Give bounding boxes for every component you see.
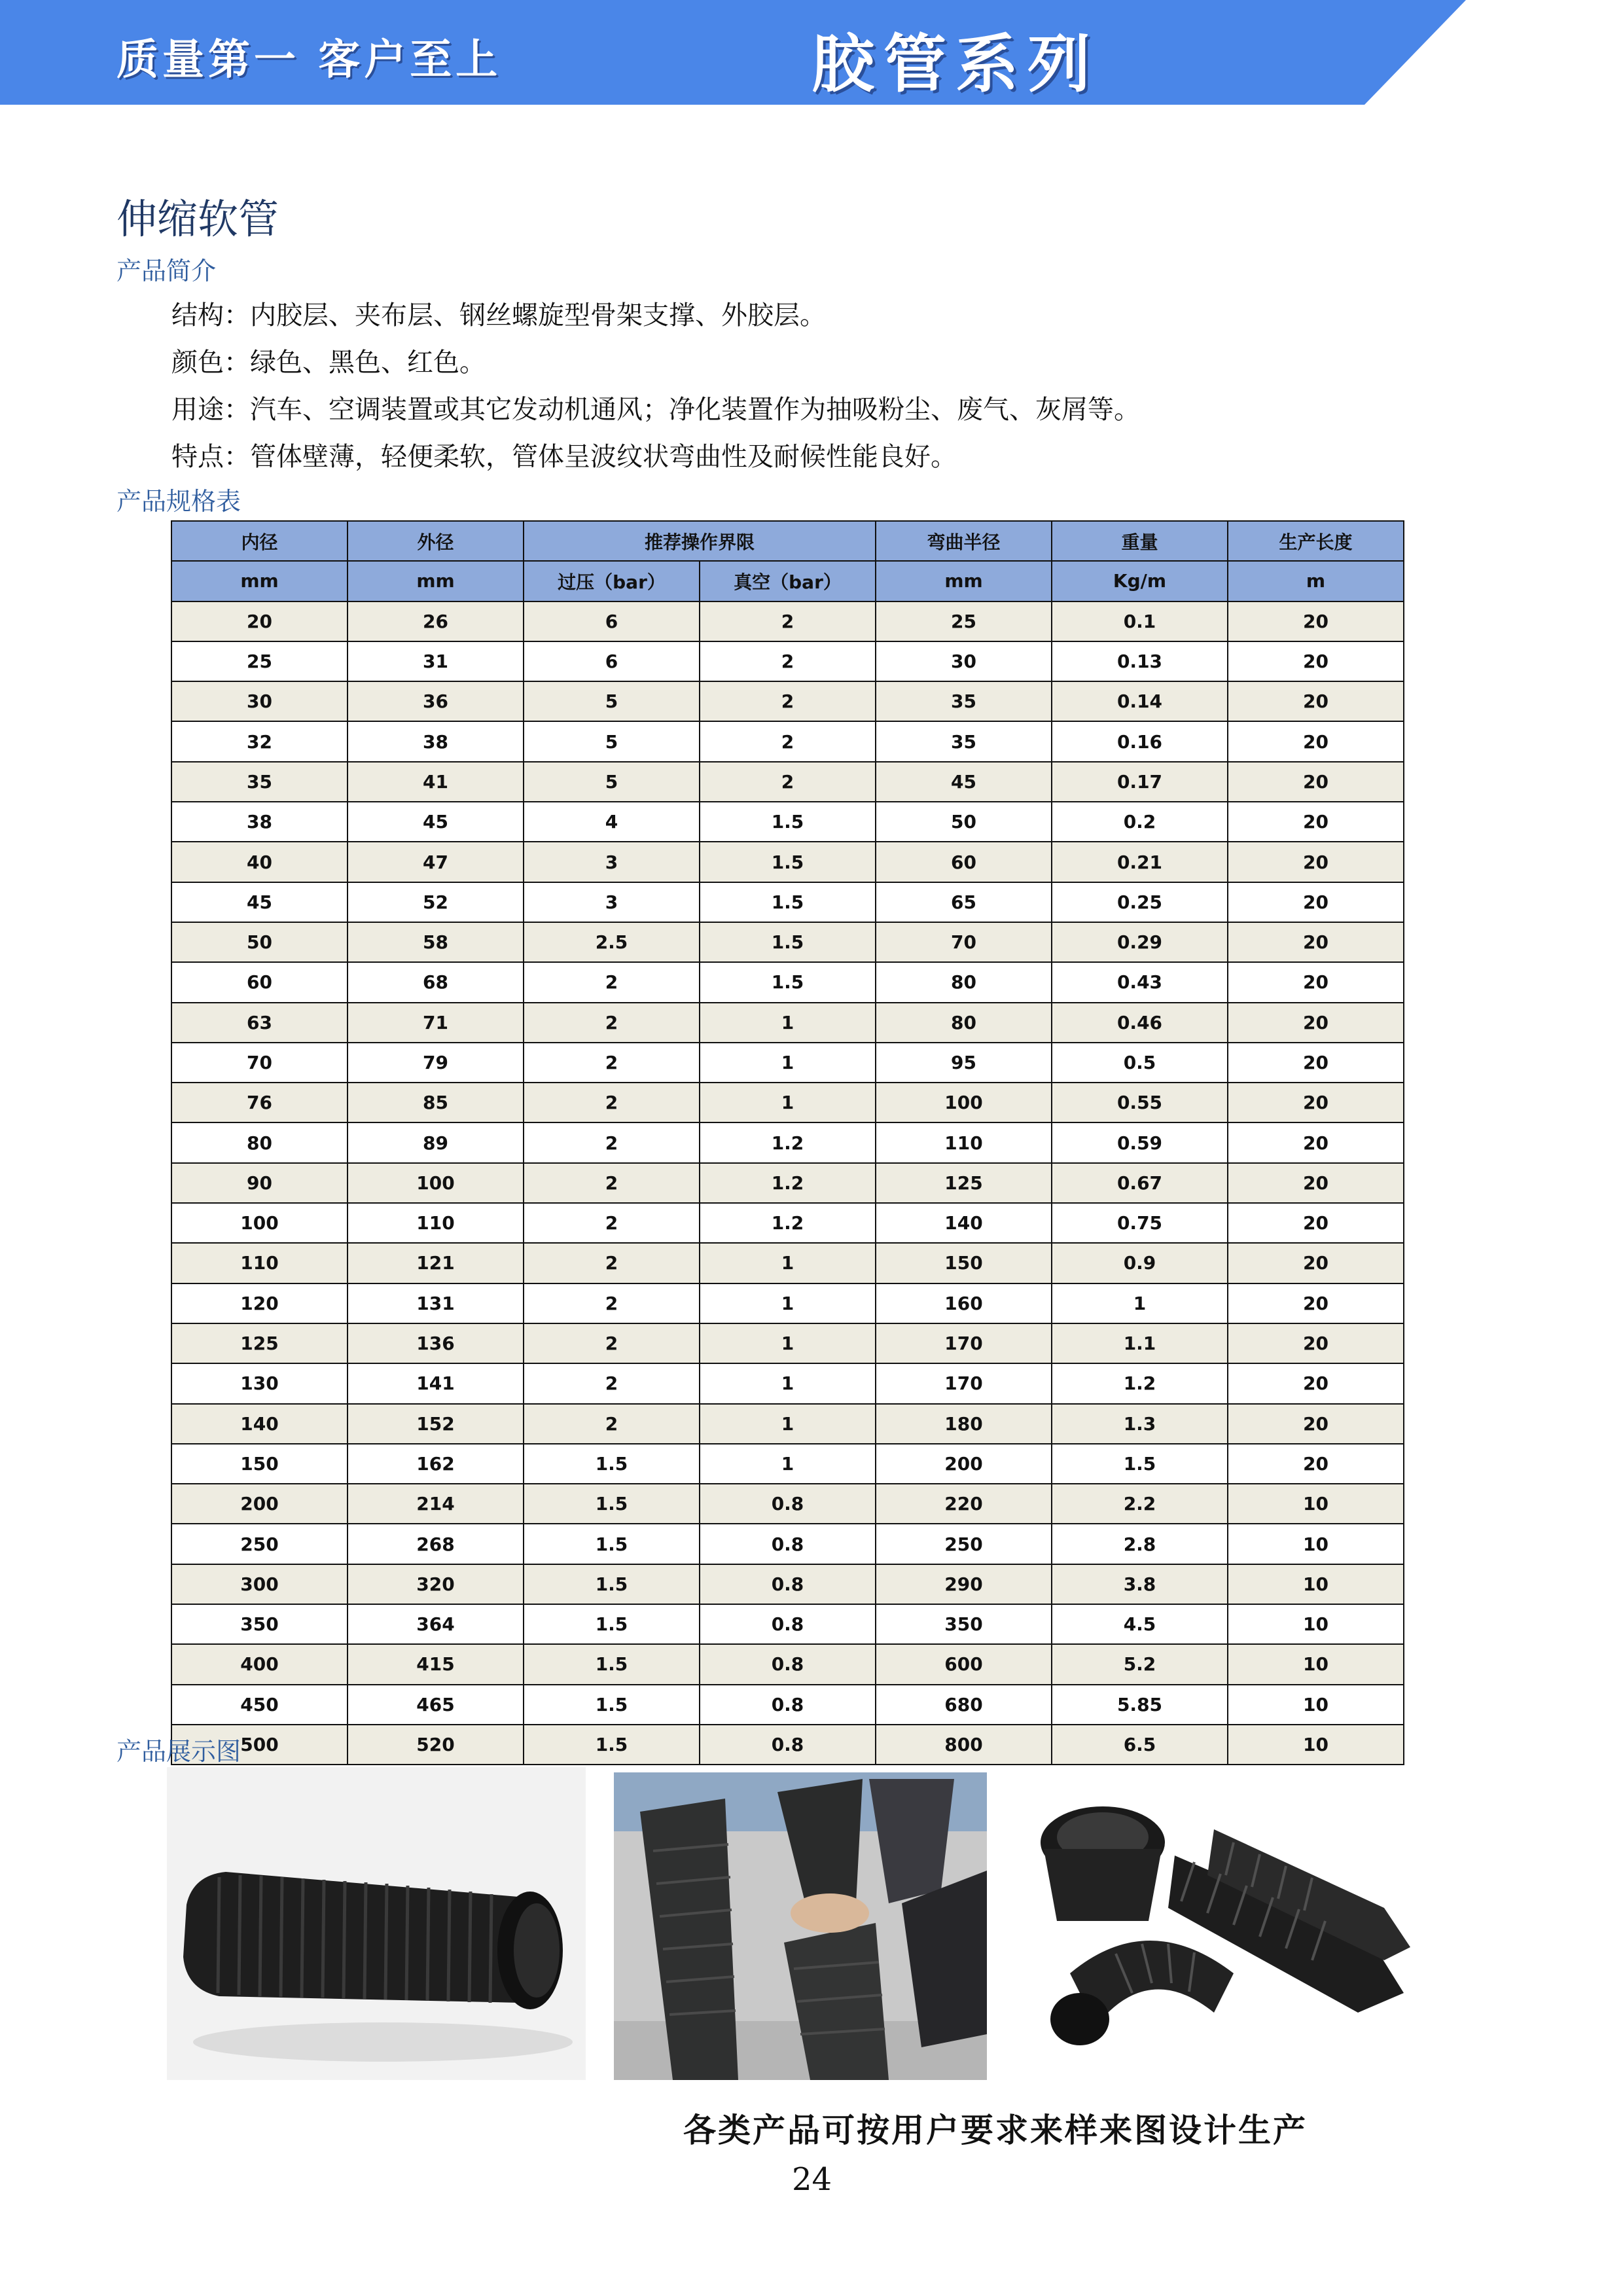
table-cell: 0.8 [700,1524,876,1564]
table-cell: 465 [348,1685,524,1725]
table-cell: 10 [1228,1484,1404,1524]
table-cell: 30 [876,641,1052,681]
table-cell: 100 [348,1163,524,1203]
intro-usage: 用途：汽车、空调装置或其它发动机通风；净化装置作为抽吸粉尘、废气、灰屑等。 [171,395,1140,425]
table-cell: 80 [876,1003,1052,1043]
table-cell: 20 [1228,1003,1404,1043]
table-cell: 152 [348,1404,524,1444]
table-cell: 25 [171,641,348,681]
table-cell: 0.8 [700,1725,876,1765]
table-cell: 63 [171,1003,348,1043]
header-length: 生产长度 [1228,521,1404,561]
table-row [171,1243,1404,1283]
table-cell: 2.2 [1052,1484,1228,1524]
intro-label: 产品简介 [116,257,217,285]
table-cell: 20 [1228,842,1404,882]
table-row [171,1283,1404,1323]
table-cell: 6 [524,601,700,641]
table-cell: 2 [524,1404,700,1444]
table-cell: 1.5 [1052,1444,1228,1484]
bellows-hose-assortment-photo [1018,1777,1453,2085]
table-cell: 141 [348,1363,524,1403]
table-cell: 300 [171,1564,348,1604]
table-cell: 415 [348,1644,524,1684]
table-cell: 0.17 [1052,762,1228,802]
table-cell: 36 [348,681,524,721]
table-cell: 60 [876,842,1052,882]
table-cell: 162 [348,1444,524,1484]
table-cell: 0.13 [1052,641,1228,681]
table-cell: 2 [524,1323,700,1363]
table-cell: 250 [171,1524,348,1564]
table-cell: 1.1 [1052,1323,1228,1363]
table-cell: 1.5 [700,802,876,842]
table-row [171,1685,1404,1725]
table-cell: 1.5 [524,1644,700,1684]
table-cell: 400 [171,1644,348,1684]
table-cell: 20 [1228,882,1404,922]
table-cell: 4.5 [1052,1604,1228,1644]
table-cell: 1.5 [524,1604,700,1644]
table-cell: 20 [1228,721,1404,761]
table-cell: 20 [1228,641,1404,681]
table-cell: 1 [700,1444,876,1484]
table-cell: 140 [876,1203,1052,1243]
table-cell: 1.3 [1052,1404,1228,1444]
table-cell: 2 [700,601,876,641]
table-row [171,1363,1404,1403]
table-cell: 5.2 [1052,1644,1228,1684]
table-cell: 20 [1228,962,1404,1002]
table-cell: 20 [1228,1404,1404,1444]
footer-note: 各类产品可按用户要求来样来图设计生产 [683,2111,1308,2149]
table-row [171,922,1404,962]
table-cell: 2 [524,1043,700,1083]
unit-vacuum: 真空（bar） [700,561,876,601]
unit-length: m [1228,561,1404,601]
table-cell: 20 [1228,1243,1404,1283]
table-cell: 0.5 [1052,1043,1228,1083]
table-cell: 290 [876,1564,1052,1604]
table-cell: 20 [1228,1203,1404,1243]
table-cell: 2.8 [1052,1524,1228,1564]
table-cell: 38 [171,802,348,842]
table-cell: 20 [1228,1083,1404,1122]
table-cell: 2.5 [524,922,700,962]
table-cell: 5.85 [1052,1685,1228,1725]
table-cell: 2 [524,1163,700,1203]
table-row [171,1725,1404,1765]
table-row [171,1564,1404,1604]
table-cell: 0.59 [1052,1122,1228,1162]
table-cell: 220 [876,1484,1052,1524]
table-cell: 110 [348,1203,524,1243]
table-cell: 20 [1228,1363,1404,1403]
table-cell: 1 [700,1083,876,1122]
table-cell: 20 [1228,601,1404,641]
table-row [171,882,1404,922]
bellows-hose-usage-illustration [614,1772,987,2080]
intro-structure: 结构：内胶层、夹布层、钢丝螺旋型骨架支撑、外胶层。 [171,300,826,331]
table-cell: 125 [876,1163,1052,1203]
table-cell: 10 [1228,1685,1404,1725]
table-cell: 0.8 [700,1685,876,1725]
table-cell: 2 [700,721,876,761]
table-cell: 110 [171,1243,348,1283]
table-cell: 1 [700,1363,876,1403]
table-cell: 1.5 [700,882,876,922]
table-cell: 76 [171,1083,348,1122]
table-cell: 0.46 [1052,1003,1228,1043]
page-title: 伸缩软管 [116,195,279,243]
table-cell: 45 [348,802,524,842]
table-cell: 1 [700,1404,876,1444]
table-cell: 1.5 [700,842,876,882]
table-cell: 1 [1052,1283,1228,1323]
table-cell: 1.5 [524,1564,700,1604]
table-cell: 85 [348,1083,524,1122]
table-cell: 70 [876,922,1052,962]
unit-weight: Kg/m [1052,561,1228,601]
table-cell: 1.5 [524,1725,700,1765]
table-cell: 20 [1228,802,1404,842]
table-cell: 35 [171,762,348,802]
table-row [171,721,1404,761]
table-cell: 45 [171,882,348,922]
spec-table [171,520,1404,1765]
table-cell: 1 [700,1323,876,1363]
table-cell: 20 [1228,1163,1404,1203]
table-cell: 1 [700,1003,876,1043]
table-cell: 0.8 [700,1564,876,1604]
table-cell: 10 [1228,1725,1404,1765]
table-cell: 140 [171,1404,348,1444]
table-row [171,1122,1404,1162]
table-cell: 0.67 [1052,1163,1228,1203]
table-cell: 160 [876,1283,1052,1323]
table-cell: 0.21 [1052,842,1228,882]
table-cell: 80 [171,1122,348,1162]
table-cell: 65 [876,882,1052,922]
table-cell: 350 [171,1604,348,1644]
table-cell: 110 [876,1122,1052,1162]
table-cell: 214 [348,1484,524,1524]
intro-features: 特点：管体壁薄，轻便柔软，管体呈波纹状弯曲性及耐候性能良好。 [171,442,957,472]
table-cell: 1.5 [700,922,876,962]
header-slogan: 质量第一 客户至上 [116,36,502,84]
table-cell: 2 [524,1003,700,1043]
table-cell: 3 [524,842,700,882]
table-cell: 1 [700,1283,876,1323]
table-cell: 150 [876,1243,1052,1283]
table-cell: 45 [876,762,1052,802]
table-cell: 10 [1228,1564,1404,1604]
table-cell: 41 [348,762,524,802]
table-cell: 5 [524,721,700,761]
table-cell: 20 [1228,1043,1404,1083]
table-cell: 20 [1228,762,1404,802]
table-cell: 2 [700,762,876,802]
spec-label: 产品规格表 [116,487,241,516]
table-cell: 500 [171,1725,348,1765]
table-cell: 0.2 [1052,802,1228,842]
table-cell: 200 [876,1444,1052,1484]
table-cell: 3 [524,882,700,922]
table-cell: 2 [524,962,700,1002]
table-cell: 520 [348,1725,524,1765]
table-cell: 52 [348,882,524,922]
table-cell: 0.75 [1052,1203,1228,1243]
table-row [171,1163,1404,1203]
table-cell: 95 [876,1043,1052,1083]
table-cell: 600 [876,1644,1052,1684]
table-row [171,1043,1404,1083]
table-cell: 38 [348,721,524,761]
table-cell: 5 [524,681,700,721]
table-header-row [171,521,1404,561]
table-cell: 2 [524,1363,700,1403]
table-cell: 136 [348,1323,524,1363]
table-cell: 2 [524,1203,700,1243]
table-cell: 1 [700,1043,876,1083]
table-cell: 20 [1228,922,1404,962]
table-cell: 32 [171,721,348,761]
table-cell: 120 [171,1283,348,1323]
table-cell: 40 [171,842,348,882]
table-row [171,1484,1404,1524]
table-cell: 350 [876,1604,1052,1644]
table-cell: 100 [876,1083,1052,1122]
table-cell: 20 [171,601,348,641]
table-cell: 100 [171,1203,348,1243]
table-row [171,1644,1404,1684]
table-row [171,1604,1404,1644]
header-weight: 重量 [1052,521,1228,561]
table-row [171,1524,1404,1564]
table-row [171,1404,1404,1444]
table-row [171,842,1404,882]
intro-colors: 颜色：绿色、黑色、红色。 [171,348,486,378]
table-cell: 268 [348,1524,524,1564]
table-cell: 180 [876,1404,1052,1444]
table-cell: 6 [524,641,700,681]
table-cell: 0.43 [1052,962,1228,1002]
table-row [171,1003,1404,1043]
table-cell: 250 [876,1524,1052,1564]
table-row [171,681,1404,721]
table-cell: 0.55 [1052,1083,1228,1122]
bellows-hose-illustration [167,1767,586,2080]
table-cell: 35 [876,721,1052,761]
header-bend-radius: 弯曲半径 [876,521,1052,561]
table-cell: 0.14 [1052,681,1228,721]
header-operating-limits: 推荐操作界限 [524,521,876,561]
table-cell: 6.5 [1052,1725,1228,1765]
table-row [171,601,1404,641]
table-cell: 0.8 [700,1604,876,1644]
table-cell: 125 [171,1323,348,1363]
table-cell: 20 [1228,1323,1404,1363]
table-cell: 31 [348,641,524,681]
table-row [171,1323,1404,1363]
table-cell: 80 [876,962,1052,1002]
table-cell: 50 [171,922,348,962]
table-cell: 3.8 [1052,1564,1228,1604]
table-cell: 1.5 [524,1444,700,1484]
table-cell: 450 [171,1685,348,1725]
table-row [171,762,1404,802]
unit-outer-diameter: mm [348,561,524,601]
table-row [171,802,1404,842]
table-cell: 20 [1228,1122,1404,1162]
table-cell: 10 [1228,1644,1404,1684]
table-cell: 0.9 [1052,1243,1228,1283]
table-cell: 0.1 [1052,601,1228,641]
table-cell: 364 [348,1604,524,1644]
table-row [171,1444,1404,1484]
table-cell: 25 [876,601,1052,641]
table-cell: 26 [348,601,524,641]
table-cell: 2 [524,1243,700,1283]
table-cell: 0.16 [1052,721,1228,761]
table-cell: 680 [876,1685,1052,1725]
table-cell: 70 [171,1043,348,1083]
table-cell: 2 [524,1122,700,1162]
table-cell: 1.5 [524,1685,700,1725]
table-cell: 2 [524,1083,700,1122]
table-cell: 1 [700,1243,876,1283]
table-cell: 10 [1228,1524,1404,1564]
table-unit-row [171,561,1404,601]
table-cell: 89 [348,1122,524,1162]
table-cell: 2 [524,1283,700,1323]
table-cell: 20 [1228,1444,1404,1484]
table-cell: 0.29 [1052,922,1228,962]
table-cell: 30 [171,681,348,721]
table-cell: 68 [348,962,524,1002]
unit-bend-radius: mm [876,561,1052,601]
bellows-hose-in-use-photo [614,1772,987,2080]
table-cell: 0.8 [700,1484,876,1524]
table-cell: 20 [1228,1283,1404,1323]
table-cell: 60 [171,962,348,1002]
bellows-hose-photo [167,1767,586,2080]
bellows-hose-assortment-illustration [1018,1777,1453,2085]
gallery-label: 产品展示图 [116,1737,241,1766]
table-cell: 1.5 [524,1524,700,1564]
table-cell: 131 [348,1283,524,1323]
table-cell: 1.2 [700,1203,876,1243]
header-inner-diameter: 内径 [171,521,348,561]
table-row [171,641,1404,681]
table-cell: 0.25 [1052,882,1228,922]
table-cell: 35 [876,681,1052,721]
table-cell: 5 [524,762,700,802]
table-cell: 10 [1228,1604,1404,1644]
table-row [171,962,1404,1002]
table-cell: 130 [171,1363,348,1403]
table-cell: 150 [171,1444,348,1484]
table-cell: 71 [348,1003,524,1043]
table-cell: 1.5 [524,1484,700,1524]
page-number: 24 [792,2161,832,2198]
unit-inner-diameter: mm [171,561,348,601]
table-cell: 47 [348,842,524,882]
table-cell: 79 [348,1043,524,1083]
table-row [171,1083,1404,1122]
header-outer-diameter: 外径 [348,521,524,561]
table-cell: 1.2 [700,1163,876,1203]
table-cell: 320 [348,1564,524,1604]
table-cell: 58 [348,922,524,962]
table-row [171,1203,1404,1243]
table-cell: 170 [876,1363,1052,1403]
table-cell: 0.8 [700,1644,876,1684]
table-cell: 1.2 [700,1122,876,1162]
table-cell: 2 [700,681,876,721]
table-cell: 121 [348,1243,524,1283]
table-cell: 1.5 [700,962,876,1002]
table-cell: 200 [171,1484,348,1524]
table-cell: 90 [171,1163,348,1203]
unit-overpressure: 过压（bar） [524,561,700,601]
table-cell: 170 [876,1323,1052,1363]
series-title: 胶管系列 [812,27,1099,101]
table-cell: 1.2 [1052,1363,1228,1403]
table-cell: 4 [524,802,700,842]
table-cell: 20 [1228,681,1404,721]
table-cell: 2 [700,641,876,681]
table-cell: 50 [876,802,1052,842]
table-cell: 800 [876,1725,1052,1765]
